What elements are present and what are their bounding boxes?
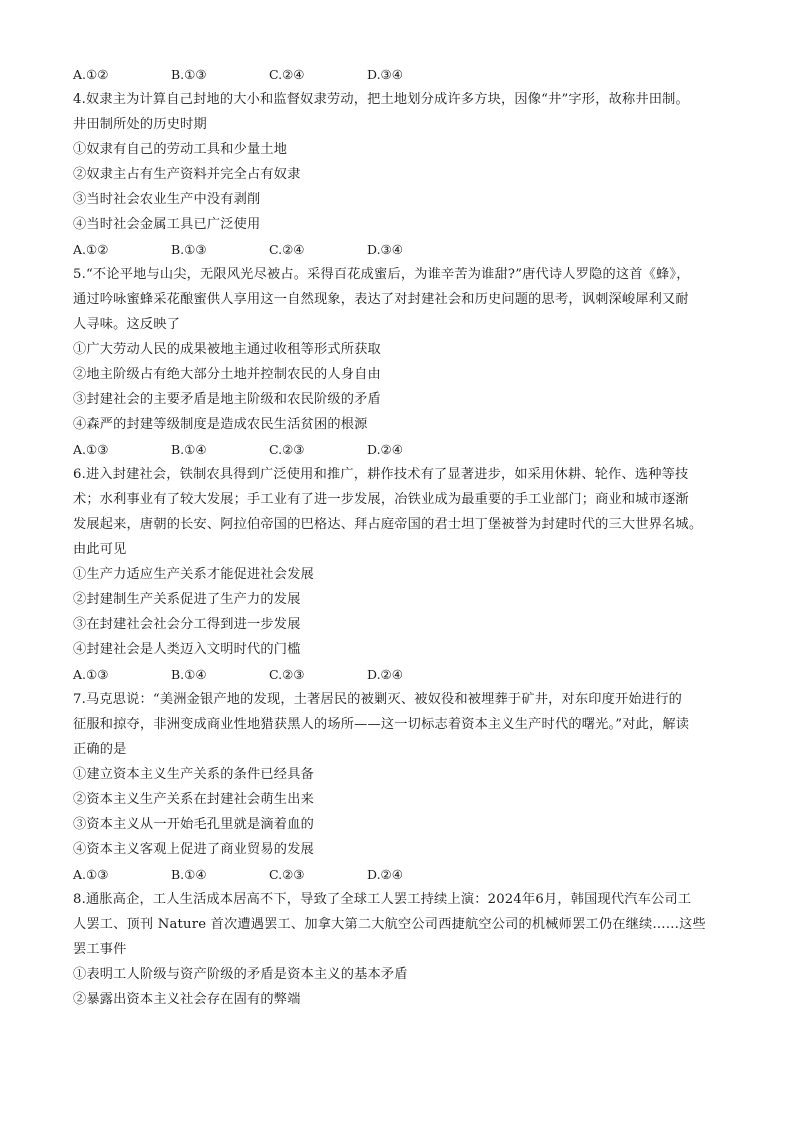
text-line: 罢工事件 — [73, 942, 127, 957]
text-line: 由此可见 — [73, 542, 127, 557]
text-line: ②资本主义生产关系在封建社会萌生出来 — [73, 792, 314, 807]
text-line: ④当时社会金属工具已广泛使用 — [73, 217, 261, 232]
text-line: ②奴隶主占有生产资料并完全占有奴隶 — [73, 167, 301, 182]
answer-option: C.②④ — [269, 242, 305, 257]
text-line: ①表明工人阶级与资产阶级的矛盾是资本主义的基本矛盾 — [73, 967, 408, 982]
text-line: ④封建社会是人类迈入文明时代的门槛 — [73, 642, 301, 657]
answer-option: C.②③ — [269, 867, 305, 882]
answer-option: A.①③ — [73, 442, 109, 457]
text-line: 井田制所处的历史时期 — [73, 117, 207, 132]
text-line: 人寻味。这反映了 — [73, 317, 181, 332]
answer-option: B.①③ — [171, 242, 207, 257]
text-line: ①生产力适应生产关系才能促进社会发展 — [73, 567, 314, 582]
text-line: 人罢工、顶刊 Nature 首次遭遇罢工、加拿大第二大航空公司西捷航空公司的机械师罢工仍在继续……这些 — [73, 917, 706, 932]
text-line: ④资本主义客观上促进了商业贸易的发展 — [73, 842, 314, 857]
text-line: ②暴露出资本主义社会存在固有的弊端 — [73, 992, 301, 1007]
text-line: ①建立资本主义生产关系的条件已经具备 — [73, 767, 314, 782]
text-line: ③在封建社会社会分工得到进一步发展 — [73, 617, 301, 632]
text-line: 6.进入封建社会，铁制农具得到广泛使用和推广，耕作技术有了显著进步，如采用休耕、轮作、选种等技 — [73, 467, 689, 482]
answer-option: C.②④ — [269, 67, 305, 82]
answer-option: D.②④ — [367, 667, 403, 682]
answer-option: C.②③ — [269, 442, 305, 457]
text-line: 正确的是 — [73, 742, 127, 757]
text-line: 发展起来，唐朝的长安、阿拉伯帝国的巴格达、拜占庭帝国的君士坦丁堡被誉为封建时代的三大世界名城。 — [73, 517, 703, 532]
answer-option: B.①④ — [171, 667, 207, 682]
answer-option: A.①② — [73, 67, 109, 82]
text-line: 征服和掠夺，非洲变成商业性地猎获黑人的场所——这一切标志着资本主义生产时代的曙光。”对此，解读 — [73, 717, 690, 732]
text-line: 4.奴隶主为计算自己封地的大小和监督奴隶劳动，把土地划分成许多方块，因像“井”字形，故称井田制。 — [73, 92, 689, 107]
answer-option: D.③④ — [367, 242, 403, 257]
text-line: 8.通胀高企，工人生活成本居高不下，导致了全球工人罢工持续上演：2024年6月，韩国现代汽车公司工 — [73, 892, 692, 907]
text-line: ②封建制生产关系促进了生产力的发展 — [73, 592, 301, 607]
text-line: 通过吟咏蜜蜂采花酿蜜供人享用这一自然现象，表达了对封建社会和历史问题的思考，讽刺深峻犀利又耐 — [73, 292, 689, 307]
answer-option: A.①② — [73, 242, 109, 257]
answer-options — [73, 862, 733, 887]
answer-options — [73, 237, 733, 262]
text-line: 5.“不论平地与山尖，无限风光尽被占。采得百花成蜜后，为谁辛苦为谁甜?”唐代诗人罗隐的这首《蜂》， — [73, 267, 690, 282]
answer-option: D.③④ — [367, 67, 403, 82]
answer-options — [73, 62, 733, 87]
text-line: 术；水利事业有了较大发展；手工业有了进一步发展，冶铁业成为最重要的手工业部门；商业和城市逐渐 — [73, 492, 689, 507]
text-line: ②地主阶级占有绝大部分土地并控制农民的人身自由 — [73, 367, 381, 382]
text-line: ③封建社会的主要矛盾是地主阶级和农民阶级的矛盾 — [73, 392, 381, 407]
answer-option: A.①③ — [73, 867, 109, 882]
answer-option: D.②④ — [367, 867, 403, 882]
answer-option: D.②④ — [367, 442, 403, 457]
text-line: ①奴隶有自己的劳动工具和少量土地 — [73, 142, 288, 157]
answer-option: B.①④ — [171, 442, 207, 457]
answer-option: B.①③ — [171, 67, 207, 82]
text-line: 7.马克思说：“美洲金银产地的发现，土著居民的被剿灭、被奴役和被埋葬于矿井，对东印度开始进行的 — [73, 692, 682, 707]
text-line: ①广大劳动人民的成果被地主通过收租等形式所获取 — [73, 342, 381, 357]
answer-option: B.①④ — [171, 867, 207, 882]
answer-options — [73, 662, 733, 687]
text-line: ③当时社会农业生产中没有剥削 — [73, 192, 261, 207]
exam-page — [73, 62, 733, 1012]
text-line: ④森严的封建等级制度是造成农民生活贫困的根源 — [73, 417, 368, 432]
text-line: ③资本主义从一开始毛孔里就是滴着血的 — [73, 817, 314, 832]
answer-option: C.②③ — [269, 667, 305, 682]
answer-option: A.①③ — [73, 667, 109, 682]
answer-options — [73, 437, 733, 462]
